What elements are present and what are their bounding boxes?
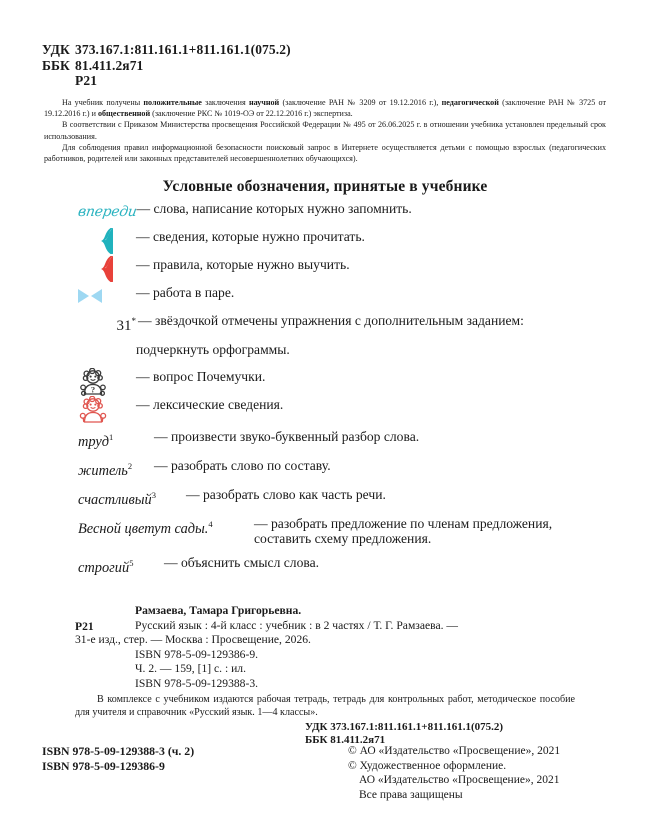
legal-paragraph-expertise: [44, 97, 606, 119]
legend-text-morphological-analysis: [186, 486, 598, 502]
legal-p1-bold4: общественной: [97, 109, 151, 119]
footer-isbn-block: [42, 744, 194, 773]
cursive-word-icon: [78, 200, 137, 224]
legend-item-pochemuchka-question: [78, 368, 598, 396]
svg-text:?: ?: [90, 384, 96, 395]
legend-text-syntactic-analysis: [254, 515, 598, 546]
legend-item-morphological-analysis: [78, 486, 598, 515]
legend-dash: —: [136, 257, 150, 272]
legal-p1-bold1: положительные: [143, 98, 202, 107]
analysis-superscript-3: 3: [151, 490, 156, 501]
legend-item-phonetic-analysis: [78, 428, 598, 457]
legend-label-lexical-meaning: объяснить смысл слова.: [181, 555, 320, 570]
biblio-body: [75, 604, 575, 748]
footer-isbn-part: ISBN 978-5-09-129388-3 (ч. 2): [42, 744, 195, 758]
legend-text-read-info: [136, 228, 598, 244]
legend-text-memorize-words: [137, 200, 599, 216]
legend-dash: —: [254, 516, 268, 531]
analysis-word-1: труд: [78, 433, 110, 450]
legend-text-pochemuchka-question: [136, 368, 598, 384]
analysis-superscript-4: 4: [208, 519, 213, 530]
legend-dash: —: [186, 487, 200, 502]
bbk-label: ББК: [42, 57, 70, 73]
legal-paragraph-order: В соответствии с Приказом Министерства просвещения Российской Федерации № 495 от 26.06.2025 г. в отношении учебника установлен предельный срок использования.: [44, 120, 606, 141]
bbk-value: 81.411.2я71: [75, 57, 144, 73]
word-superscript-2-icon: [78, 457, 154, 481]
footer-isbn-set: ISBN 978-5-09-129386-9: [42, 758, 165, 773]
asterisk-superscript: *: [131, 316, 136, 326]
legend-text-learn-rules: [136, 256, 598, 272]
word-superscript-3-icon: [78, 486, 186, 510]
analysis-superscript-2: 2: [127, 461, 133, 472]
legend-label-syntactic-analysis: разобрать предложение по членам предложения, составить схему предложения.: [254, 516, 553, 546]
legal-paragraph-safety: Для соблюдения правил информационной безопасности поисковый запрос в Интернете осуществляется детьми с помощью взрослых (педагогических работников, родителей или законных представителей несовершеннолетних обучающихся).: [44, 142, 606, 164]
legend-item-learn-rules: [78, 256, 598, 284]
biblio-complement-note: В комплексе с учебником издаются рабочая тетрадь, тетрадь для контрольных работ, методическое пособие для учителя и справочник «Русский язык. 1—4 классы».: [75, 693, 575, 718]
legend-item-lexical-info: [78, 396, 598, 424]
triangle-right-icon: [78, 289, 89, 303]
lexical-info-child-icon: [78, 396, 136, 424]
legend-label-memorize-words: слова, написание которых нужно запомнить.: [153, 201, 412, 216]
legend-label-pair-work: работа в паре.: [153, 285, 235, 300]
sentence-superscript-4-icon: [78, 515, 254, 539]
red-bracket-icon: [78, 256, 136, 282]
legend-text-lexical-meaning: [164, 554, 598, 570]
legal-p1-seg3: (заключение РАН № 3209 от 19.12.2016 г.),: [279, 98, 442, 107]
analysis-word-3: счастливый: [78, 491, 152, 508]
word-superscript-1-icon: [78, 428, 154, 452]
legend-label-starred-exercise: звёздочкой отмечены упражнения с дополнительным заданием:: [155, 313, 524, 328]
legend-label-morphological-analysis: разобрать слово как часть речи.: [203, 487, 386, 502]
word-superscript-5-icon: [78, 554, 164, 578]
triangle-left-icon: [91, 289, 102, 303]
legal-notices: [44, 97, 606, 164]
copyright-publisher: © АО «Издательство «Просвещение», 2021: [348, 745, 561, 757]
legal-p1-bold2: научной: [248, 98, 280, 107]
legend-item-morphemic-analysis: [78, 457, 598, 486]
legend-dash: —: [136, 201, 151, 216]
biblio-author: Рамзаева, Тамара Григорьевна.: [135, 604, 302, 617]
legend-text-morphemic-analysis: [154, 457, 598, 473]
analysis-word-5: строгий: [78, 559, 130, 576]
exercise-number-value: 31: [116, 318, 132, 334]
biblio-title-line2: 31-е изд., стер. — Москва : Просвещение, 2026.: [75, 633, 311, 647]
legend-text-starred-exercise: [138, 312, 598, 328]
legend-item-starred-exercise: [78, 312, 598, 340]
shelf-mark-biblio: Р21: [75, 620, 94, 633]
teal-bracket-icon: [78, 228, 136, 254]
legal-p1-seg2: заключения: [201, 98, 249, 107]
biblio-title-line1: Русский язык : 4-й класс : учебник : в 2 частях / Т. Г. Рамзаева. —: [135, 618, 459, 632]
exercise-number-asterisk-icon: [78, 312, 138, 336]
legend-dash: —: [138, 313, 152, 328]
legend-item-pair-work: [78, 284, 598, 312]
biblio-isbn-main: ISBN 978-5-09-129386-9.: [135, 647, 259, 661]
legend-dash: —: [164, 555, 178, 570]
biblio-isbn-part: ISBN 978-5-09-129388-3.: [135, 676, 259, 690]
classification-codes: [42, 42, 291, 89]
legend-item-syntactic-analysis: [78, 515, 598, 546]
copyright-design-publisher: АО «Издательство «Просвещение», 2021: [359, 774, 560, 786]
udk-value: 373.167.1:811.161.1+811.161.1(075.2): [75, 42, 291, 57]
analysis-superscript-5: 5: [129, 558, 134, 569]
legend-dash: —: [136, 285, 150, 300]
analysis-sentence-4: Весной цветут сады.: [78, 520, 209, 537]
legal-p1-seg5: (заключение РКС № 1019-ОЭ от 22.12.2016 г.) экспертиза.: [150, 109, 353, 119]
legend-label-pochemuchka-question: вопрос Почемучки.: [153, 369, 266, 384]
legend-text-pair-work: [136, 284, 598, 300]
legend-item-memorize-words: [78, 200, 598, 228]
cursive-word-text: впереди: [76, 203, 138, 220]
biblio-udk: УДК 373.167.1:811.161.1+811.161.1(075.2): [305, 720, 504, 733]
legend-dash: —: [154, 429, 168, 444]
bibliographic-record: [75, 604, 575, 748]
legal-p1-seg1: На учебник получены: [62, 98, 144, 107]
analysis-superscript-1: 1: [109, 432, 114, 443]
legend-text-lexical-info: [136, 396, 598, 412]
legend-label-lexical-info: лексические сведения.: [153, 397, 284, 412]
legend-label-learn-rules: правила, которые нужно выучить.: [153, 257, 350, 272]
legend-label-morphemic-analysis: разобрать слово по составу.: [171, 458, 331, 473]
legend-text-phonetic-analysis: [154, 428, 598, 444]
pochemuchka-question-child-icon: [78, 368, 136, 396]
legend-list: [78, 200, 598, 583]
legend-label-phonetic-analysis: произвести звуко-буквенный разбор слова.: [171, 429, 420, 444]
udk-row: [42, 42, 291, 58]
pair-work-triangles-icon: [78, 284, 136, 308]
legal-p1-bold3: педагогической: [441, 98, 499, 107]
footer-copyright-block: [348, 744, 560, 802]
analysis-word-2: житель: [78, 462, 128, 479]
udk-label: УДК: [42, 42, 70, 57]
biblio-bbk: ББК 81.411.2я71: [305, 734, 386, 747]
legend-item-read-info: [78, 228, 598, 256]
legend-dash: —: [136, 369, 150, 384]
copyright-rights-reserved: Все права защищены: [359, 788, 463, 801]
legal-p1-seg4: (заключение РАН № 3725 от 19.12.2016 г.) и: [44, 98, 606, 119]
biblio-part-line: Ч. 2. — 159, [1] с. : ил.: [135, 662, 246, 676]
legend-label-read-info: сведения, которые нужно прочитать.: [153, 229, 365, 244]
legend-dash: —: [154, 458, 168, 473]
legend-title: Условные обозначения, принятые в учебнике: [162, 178, 488, 195]
copyright-design: © Художественное оформление.: [348, 759, 507, 772]
legend-dash: —: [136, 229, 150, 244]
legend-continuation-starred-exercise: подчеркнуть орфограммы.: [136, 342, 290, 357]
legend-item-lexical-meaning: [78, 554, 598, 583]
bbk-row: [42, 58, 291, 74]
legend-dash: —: [136, 397, 150, 412]
shelf-mark-top: Р21: [75, 73, 98, 88]
